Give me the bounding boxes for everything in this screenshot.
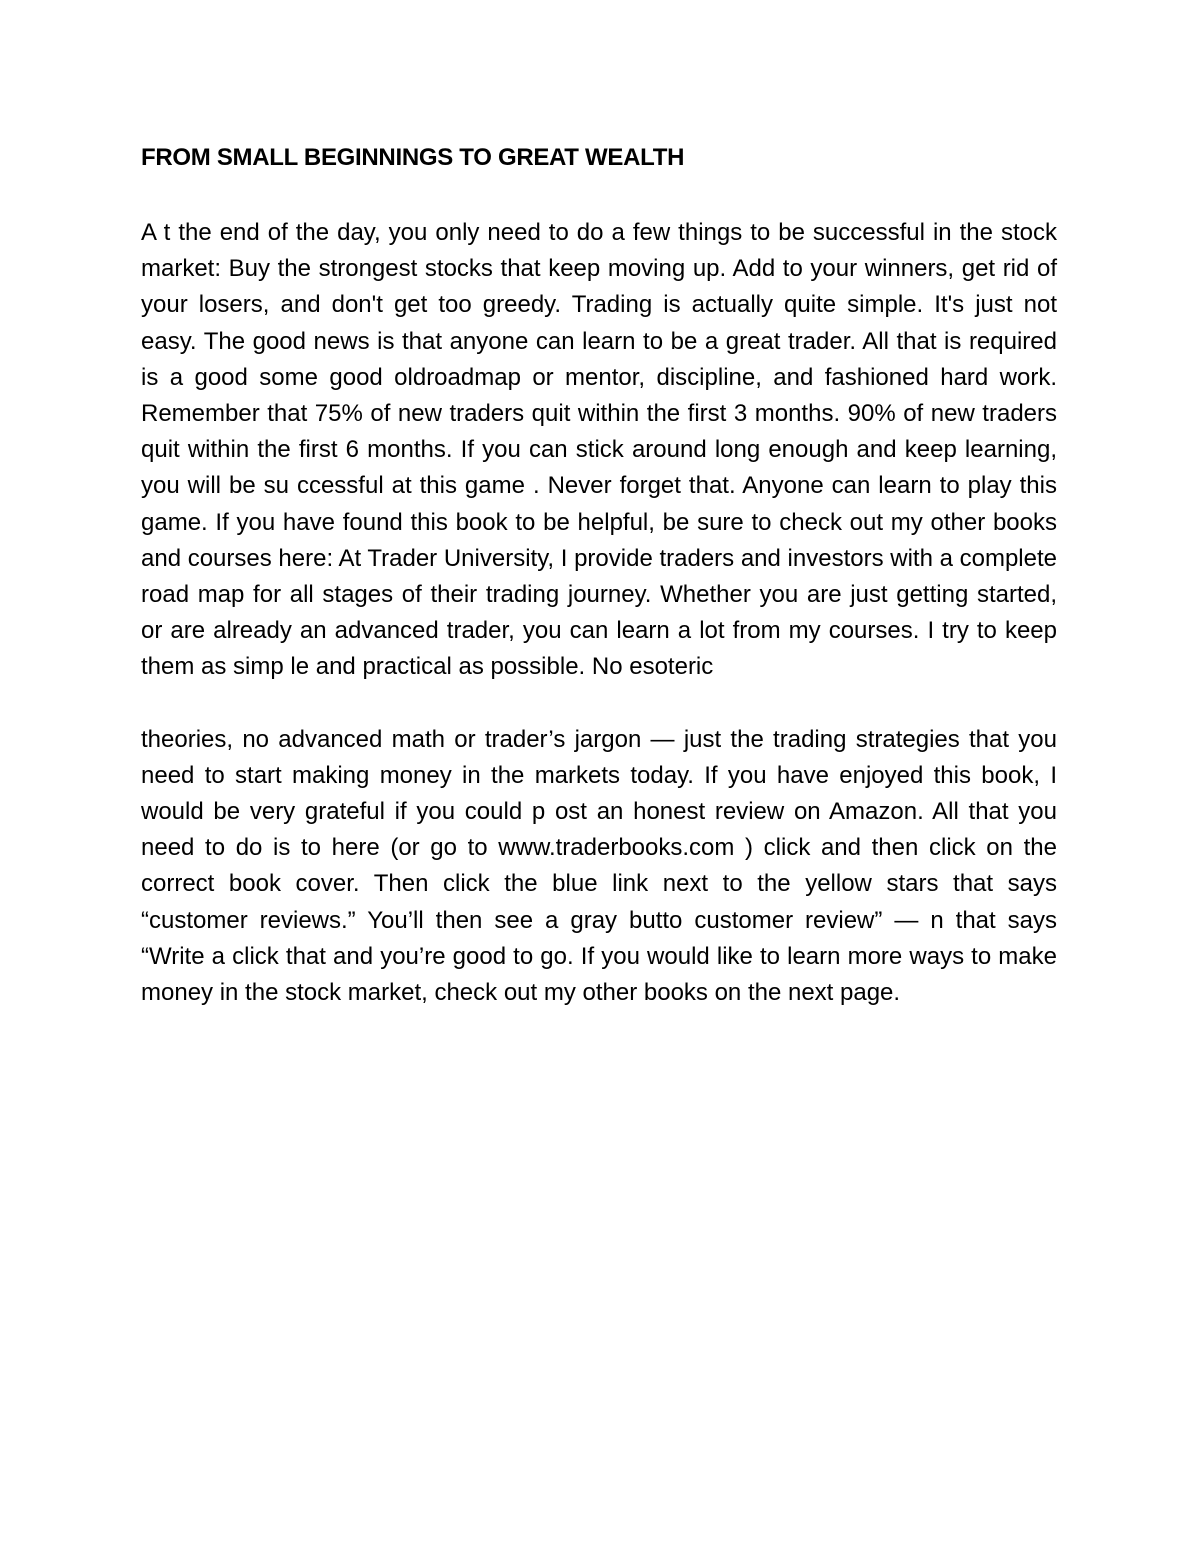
body-paragraph: theories, no advanced math or trader’s jargon — just the trading strategies that you need to start making money in the markets today. If you have enjoyed this book, I would be very grateful if you could p ost an honest review on Amazon. All that you need to do is to here (or go to www.traderbooks.com ) click and then click on the correct book cover. Then click the blue link next to the yellow stars that says “customer reviews.” You’ll then see a gray butto customer review” — n that says “Write a click that and you’re good to go. If you would like to learn more ways to make money in the stock market, check out my other books on the next page. bbox=[141, 725, 1057, 1007]
body-paragraph: A t the end of the day, you only need to do a few things to be successful in the stock market: Buy the strongest stocks that keep moving up. Add to your winners, get rid of your losers, and don't get too greedy. Trading is actually quite simple. It's just not easy. The good news is that anyone can learn to be a great trader. All that is required is a good some good oldroadmap or mentor, discipline, and fashioned hard work. Remember that 75% of new traders quit within the first 3 months. 90% of new traders quit within the first 6 months. If you can stick around long enough and keep learning, you will be su ccessful at this game . Never forget that. Anyone can learn to play this game. If you have found this book to be helpful, be sure to check out my other books and courses here: At Trader University, I provide traders and investors with a complete road map for all stages of their trading journey. Whether you are just getting started, or are already an advanced trader, you can learn a lot from my courses. I try to keep them as simp le and practical as possible. No esoteric bbox=[141, 219, 1057, 681]
document-body bbox=[141, 142, 1057, 1011]
page-title: FROM SMALL BEGINNINGS TO GREAT WEALTH bbox=[141, 144, 685, 171]
